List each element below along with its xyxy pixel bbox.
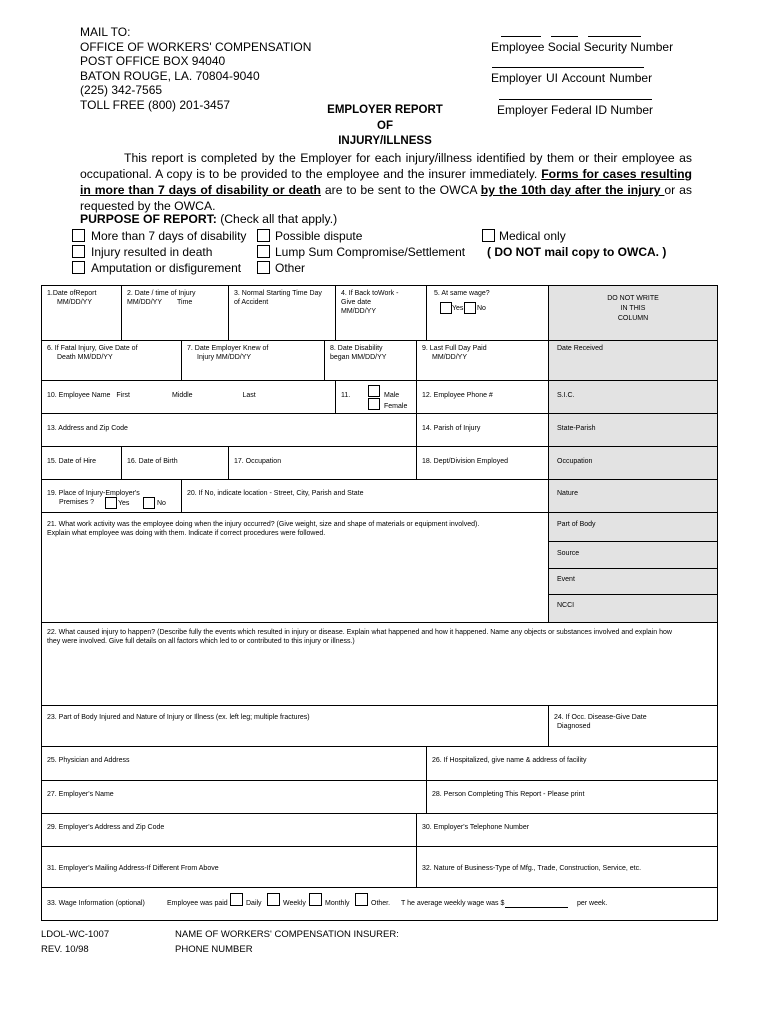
state-parish-cell [548, 413, 718, 446]
injury-location-label: 20. If No, indicate location - Street, City, Parish and State [187, 490, 364, 497]
dnw-line-1: DO NOT WRITE [607, 295, 659, 302]
work-activity-label-2: Explain what employee was doing with them. Indicate if correct procedures were followed. [47, 530, 326, 537]
last-full-day-label: 9. Last Full Day Paid [422, 345, 487, 352]
normal-starting-time-label: 3. Normal Starting Time Day [234, 290, 322, 297]
mail-office: OFFICE OF WORKERS' COMPENSATION [80, 39, 312, 54]
medical-only-note: ( DO NOT mail copy to OWCA. ) [487, 245, 667, 259]
work-activity-label: 21. What work activity was the employee doing when the injury occurred? (Give weight, size and shape of materials or equipment involved). [47, 521, 480, 528]
wage-monthly-label: Monthly [325, 900, 350, 907]
female-checkbox[interactable] [368, 398, 380, 410]
field-cause-of-injury[interactable] [41, 622, 718, 705]
last-name-label: Last [242, 392, 256, 399]
employer-address-label: 29. Employer's Address and Zip Code [47, 824, 165, 831]
ssn-line-3[interactable] [588, 36, 641, 37]
checkbox-medical-only[interactable] [482, 229, 495, 242]
nature-of-business-label: 32. Nature of Business-Type of Mfg., Trade, Construction, Service, etc. [422, 865, 642, 872]
field-employer-knew[interactable] [181, 340, 324, 380]
checkbox-amputation[interactable] [72, 261, 85, 274]
occ-disease-label: 24. If Occ. Disease-Give Date [554, 714, 647, 721]
field-employer-phone[interactable] [416, 813, 718, 846]
wage-monthly-checkbox[interactable] [309, 893, 322, 906]
ssn-line-2[interactable] [551, 36, 578, 37]
wage-daily-checkbox[interactable] [230, 893, 243, 906]
insurer-phone-label[interactable]: PHONE NUMBER [175, 944, 253, 955]
hospital-label: 26. If Hospitalized, give name & address of facility [432, 757, 587, 764]
date-received-label: Date Received [557, 345, 603, 352]
back-to-work-label: 4. If Back toWork - [341, 290, 399, 297]
premises-label: Premises ? [59, 499, 95, 506]
checkbox-more-than-7-days[interactable] [72, 229, 85, 242]
field-date-of-hire[interactable] [41, 446, 121, 479]
mail-box: POST OFFICE BOX 94040 [80, 54, 226, 68]
source-cell [548, 541, 718, 568]
employee-paid-label: Employee was paid [167, 900, 228, 907]
same-wage-label: 5. At same wage? [434, 290, 490, 297]
middle-name-label: Middle [171, 392, 193, 399]
average-wage-label: T he average weekly wage was $ [401, 900, 505, 907]
wage-weekly-checkbox[interactable] [267, 893, 280, 906]
premises-yes-label: Yes [118, 500, 130, 507]
field-dept-division[interactable] [416, 446, 548, 479]
dnw-line-3: COLUMN [617, 315, 649, 322]
intro-text-1: This report is completed by the Employer for each injury/illness identified by them or their employee as occupational. A copy is to be provided to the employee and the insurer immediately. [80, 151, 692, 181]
per-week-label: per week. [577, 900, 608, 907]
field-occupation[interactable] [228, 446, 416, 479]
event-cell [548, 568, 718, 594]
field-employee-phone[interactable] [416, 380, 548, 413]
gender-label: 11. [341, 392, 351, 399]
wage-daily-label: Daily [246, 900, 262, 907]
employer-name-label: 27. Employer's Name [47, 791, 114, 798]
federal-id-line[interactable] [499, 99, 652, 100]
date-received-cell [548, 340, 718, 380]
nature-label: Nature [557, 490, 579, 497]
same-wage-yes-checkbox[interactable] [440, 302, 452, 314]
do-not-write-notice [548, 285, 718, 340]
mail-to-block [80, 25, 311, 112]
field-nature-of-business[interactable] [416, 846, 718, 887]
male-label: Male [384, 392, 400, 399]
date-of-report-label: 1.Date ofReport [47, 290, 97, 297]
page-title [310, 103, 460, 150]
employer-phone-label: 30. Employer's Telephone Number [422, 824, 530, 831]
occupation-code-cell [548, 446, 718, 479]
title-line-2: OF [377, 119, 393, 132]
average-wage-line[interactable] [505, 907, 568, 908]
back-to-work-give-date: Give date [341, 299, 371, 306]
field-mailing-address[interactable] [41, 846, 416, 887]
mail-tollfree: TOLL FREE (800) 201-3457 [80, 97, 231, 112]
intro-text-3: or as requested by the OWCA. [80, 183, 692, 213]
sic-label: S.I.C. [557, 392, 575, 399]
event-label: Event [557, 576, 575, 583]
dept-division-label: 18. Dept/Division Employed [422, 458, 508, 465]
field-employer-name[interactable] [41, 780, 426, 813]
field-part-of-body-injured[interactable] [41, 705, 548, 746]
date-time-of-injury-label: 2. Date / time of Injury [127, 290, 196, 297]
employer-knew-format: Injury MM/DD/YY [197, 354, 252, 361]
form-code: LDOL-WC-1007 [41, 929, 110, 940]
field-date-of-birth[interactable] [121, 446, 228, 479]
address-zip-label: 13. Address and Zip Code [47, 425, 128, 432]
field-hospital[interactable] [426, 746, 718, 780]
occupation-label: 17. Occupation [234, 458, 282, 465]
option-medical-only: Medical only [499, 229, 566, 243]
purpose-label: PURPOSE OF REPORT: [80, 212, 217, 226]
intro-text-bold-2: by the 10th day after the injury [480, 183, 665, 197]
field-person-completing[interactable] [426, 780, 718, 813]
disability-began-format: began MM/DD/YY [330, 354, 387, 361]
field-normal-starting-time[interactable] [228, 285, 335, 340]
back-to-work-format: MM/DD/YY [341, 308, 376, 315]
ssn-line-1[interactable] [501, 36, 541, 37]
field-disability-began[interactable] [324, 340, 416, 380]
option-possible-dispute: Possible dispute [275, 229, 363, 243]
option-death: Injury resulted in death [91, 245, 213, 259]
same-wage-no-checkbox[interactable] [464, 302, 476, 314]
fatal-injury-format: Death MM/DD/YY [57, 354, 113, 361]
employee-name-label: 10. Employee Name [47, 392, 111, 399]
checkbox-other[interactable] [257, 261, 270, 274]
intro-text-2: are to be sent to the OWCA [321, 183, 481, 197]
cause-of-injury-label: 22. What caused injury to happen? (Describe fully the events which resulted in injury or disease. Explain what happened and how it happened. Name any objects or substances involved and explain how [47, 629, 672, 636]
field-employee-name[interactable] [41, 380, 335, 413]
title-line-1: EMPLOYER REPORT [327, 104, 443, 116]
wage-other-checkbox[interactable] [355, 893, 368, 906]
option-other: Other [275, 261, 306, 275]
wage-info-label: 33. Wage Information (optional) [47, 900, 145, 907]
field-fatal-injury-date[interactable] [41, 340, 181, 380]
disability-began-label: 8. Date Disability [330, 345, 383, 352]
fatal-injury-label: 6. If Fatal Injury, Give Date of [47, 345, 138, 352]
part-of-body-injured-label: 23. Part of Body Injured and Nature of Injury or Illness (ex. left leg; multiple fractures) [47, 714, 310, 721]
employee-phone-label: 12. Employee Phone # [422, 392, 493, 399]
wage-weekly-label: Weekly [283, 900, 306, 907]
person-completing-label: 28. Person Completing This Report - Please print [432, 791, 585, 798]
parish-of-injury-label: 14. Parish of Injury [422, 425, 481, 432]
part-of-body-label: Part of Body [557, 521, 596, 528]
premises-no-label: No [157, 500, 166, 507]
field-injury-location[interactable] [181, 479, 548, 512]
premises-no-checkbox[interactable] [143, 497, 155, 509]
same-wage-yes-label: Yes [452, 305, 464, 312]
last-full-day-format: MM/DD/YY [432, 354, 467, 361]
mail-city: BATON ROUGE, LA. 70804-9040 [80, 68, 260, 83]
field-last-full-day-paid[interactable] [416, 340, 548, 380]
field-parish-of-injury[interactable] [416, 413, 548, 446]
intro-text-bold-1: Forms for cases resulting in more than 7 days of disability or death [80, 167, 692, 197]
employer-knew-label: 7. Date Employer Knew of [187, 345, 269, 352]
ui-account-line[interactable] [492, 67, 644, 68]
premises-yes-checkbox[interactable] [105, 497, 117, 509]
federal-id-label: Employer Federal ID Number [497, 103, 654, 117]
nature-cell [548, 479, 718, 512]
purpose-note: (Check all that apply.) [220, 212, 338, 226]
field-physician-address[interactable] [41, 746, 426, 780]
option-more-than-7-days: More than 7 days of disability [91, 229, 247, 243]
date-of-report-format: MM/DD/YY [57, 299, 92, 306]
checkbox-death[interactable] [72, 245, 85, 258]
male-checkbox[interactable] [368, 385, 380, 397]
date-of-birth-label: 16. Date of Birth [127, 458, 178, 465]
date-of-hire-label: 15. Date of Hire [47, 458, 97, 465]
state-parish-label: State-Parish [557, 425, 596, 432]
ncci-cell [548, 594, 718, 622]
date-format-label: MM/DD/YY [127, 299, 162, 306]
ssn-label: Employee Social Security Number [491, 40, 674, 54]
checkbox-lump-sum[interactable] [257, 245, 270, 258]
date-time-of-injury-format [127, 298, 222, 307]
physician-address-label: 25. Physician and Address [47, 757, 130, 764]
field-date-of-report[interactable] [41, 285, 121, 340]
field-back-to-work[interactable] [335, 285, 426, 340]
ui-account-label: Employer UI Account Number [491, 71, 653, 85]
checkbox-possible-dispute[interactable] [257, 229, 270, 242]
form-revision: REV. 10/98 [41, 944, 89, 955]
sic-cell [548, 380, 718, 413]
ncci-label: NCCI [557, 602, 575, 609]
diagnosed-label: Diagnosed [557, 723, 591, 730]
mail-to-label: MAIL TO: [80, 25, 131, 39]
occupation-code-label: Occupation [557, 458, 593, 465]
wage-other-label: Other. [371, 900, 391, 907]
time-label: Time [177, 299, 193, 306]
field-occ-disease-date[interactable] [548, 705, 718, 746]
intro-paragraph [80, 150, 692, 214]
insurer-name-label[interactable]: NAME OF WORKERS' COMPENSATION INSURER: [175, 929, 399, 940]
mail-phone: (225) 342-7565 [80, 83, 163, 97]
female-label: Female [384, 403, 408, 410]
field-work-activity[interactable] [41, 512, 548, 622]
field-employer-address[interactable] [41, 813, 416, 846]
part-of-body-cell [548, 512, 718, 541]
dnw-line-2: IN THIS [620, 305, 646, 312]
mailing-address-label: 31. Employer's Mailing Address-If Different From Above [47, 865, 219, 872]
place-of-injury-label: 19. Place of Injury-Employer's [47, 490, 140, 497]
purpose-heading [80, 212, 337, 226]
title-line-3: INJURY/ILLNESS [338, 135, 432, 147]
cause-of-injury-label-2: they were involved. Give full details on all factors which led to or contributed to this injury or illness.) [47, 638, 355, 645]
option-lump-sum: Lump Sum Compromise/Settlement [275, 245, 466, 259]
first-name-label: First [116, 392, 130, 399]
field-date-time-of-injury[interactable] [121, 285, 228, 340]
option-amputation: Amputation or disfigurement [91, 261, 242, 275]
source-label: Source [557, 550, 580, 557]
field-address-zip[interactable] [41, 413, 416, 446]
normal-starting-time-label-2: of Accident [234, 299, 269, 306]
same-wage-no-label: No [477, 305, 486, 312]
